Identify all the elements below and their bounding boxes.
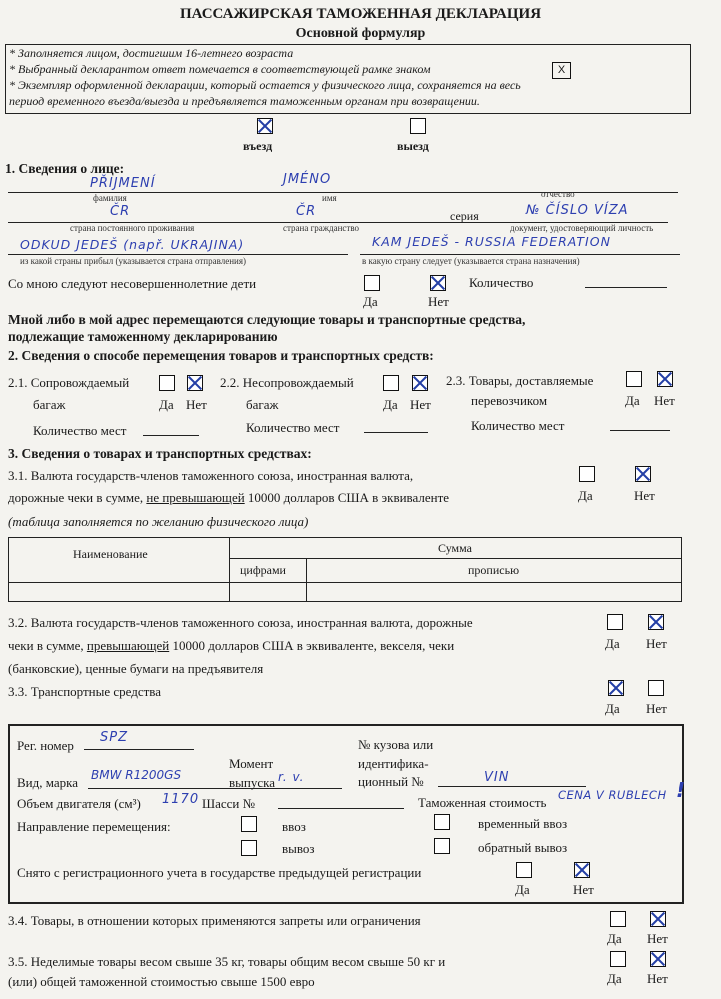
moment-label-1: Момент [229, 756, 274, 771]
q35-no-checkbox[interactable] [650, 951, 666, 967]
origin-value[interactable]: ODKUD JEDEŠ (např. UKRAJINA) [20, 237, 245, 252]
origin-line [8, 254, 348, 255]
residence-value[interactable]: ČR [110, 204, 131, 219]
moment-value[interactable]: r. v. [278, 770, 305, 784]
q32-line2 [8, 638, 454, 654]
name-value[interactable]: JMÉNO [283, 172, 332, 187]
deregistration-yes-label: Да [515, 882, 530, 897]
customs-value[interactable]: CENA V RUBLECH [558, 788, 667, 802]
q32-line2-post: 10000 долларов США в эквиваленте, векселя, чеки [172, 638, 455, 653]
q35-yes-checkbox[interactable] [610, 951, 626, 967]
children-quantity-label: Количество [469, 275, 534, 290]
chassis-line[interactable] [278, 808, 404, 809]
customs-value-label: Таможенная стоимость [418, 795, 547, 810]
moment-label-2: выпуска [229, 775, 275, 790]
q31-line2 [8, 490, 449, 506]
q32-line3: (банковские), ценные бумаги на предъявителя [8, 661, 264, 676]
q33-yes-label: Да [605, 701, 620, 716]
places-2-1-line[interactable] [143, 435, 199, 436]
q31-line2-post: 10000 долларов США в эквиваленте [247, 490, 450, 505]
carrier-yes-checkbox[interactable] [626, 371, 642, 387]
accompanied-no-label: Нет [186, 397, 207, 412]
deregistration-label: Снято с регистрационного учета в государстве предыдущей регистрации [17, 865, 422, 880]
q32-line1: 3.2. Валюта государств-членов таможенного союза, иностранная валюта, дорожные [8, 615, 473, 630]
destination-value[interactable]: KAM JEDEŠ - RUSSIA FEDERATION [372, 234, 611, 249]
unaccompanied-no-label: Нет [410, 397, 431, 412]
deregistration-yes-checkbox[interactable] [516, 862, 532, 878]
section2-heading: 2. Сведения о способе перемещения товаров и транспортных средств: [8, 348, 434, 363]
accompanied-no-checkbox[interactable] [187, 375, 203, 391]
reverse-export-checkbox[interactable] [434, 838, 450, 854]
accompanied-yes-label: Да [159, 397, 174, 412]
item-2-3-line2: перевозчиком [471, 393, 548, 408]
note-3a: * Экземпляр оформленной декларации, который остается у физического лица, сохраняется на весь [9, 78, 521, 92]
item-2-1-line1: 2.1. Сопровождаемый [8, 375, 130, 390]
q31-line2-underlined: не превышающей [146, 490, 245, 505]
citizenship-value[interactable]: ČR [296, 204, 317, 219]
q32-no-label: Нет [646, 636, 667, 651]
places-2-3-line[interactable] [610, 430, 670, 431]
carrier-yes-label: Да [625, 393, 640, 408]
note-3b: период временного въезда/выезда и предъявляется таможенным органам при возвращении. [9, 94, 480, 108]
person-heading: 1. Сведения о лице: [5, 161, 125, 176]
q32-line2-underlined: превышающей [86, 638, 170, 653]
places-2-2-label: Количество мест [246, 420, 340, 435]
q32-no-checkbox[interactable] [648, 614, 664, 630]
q31-no-checkbox[interactable] [635, 466, 651, 482]
q34-no-label: Нет [647, 931, 668, 946]
places-2-2-line[interactable] [364, 432, 428, 433]
make-line [88, 788, 342, 789]
temp-import-checkbox[interactable] [434, 814, 450, 830]
table-col-sum: Сумма [438, 541, 472, 555]
q31-no-label: Нет [634, 488, 655, 503]
note-2: * Выбранный декларантом ответ помечается в соответствующей рамке знаком [9, 62, 431, 76]
body-number-value[interactable]: VIN [484, 770, 510, 785]
reg-number-label: Рег. номер [17, 738, 74, 753]
destination-line [360, 254, 680, 255]
carrier-no-checkbox[interactable] [657, 371, 673, 387]
q33-yes-checkbox[interactable] [608, 680, 624, 696]
q31-yes-checkbox[interactable] [579, 466, 595, 482]
q34-label: 3.4. Товары, в отношении которых применяются запреты или ограничения [8, 913, 421, 928]
residence-label: страна постоянного проживания [70, 223, 195, 233]
q34-no-checkbox[interactable] [650, 911, 666, 927]
children-yes-label: Да [363, 294, 378, 309]
table-sub-words: прописью [468, 563, 520, 577]
q33-no-label: Нет [646, 701, 667, 716]
chassis-label: Шасси № [202, 796, 256, 811]
import-label: ввоз [282, 819, 306, 834]
export-checkbox[interactable] [241, 840, 257, 856]
q32-yes-label: Да [605, 636, 620, 651]
goods-intro-1: Мной либо в мой адрес перемещаются следующие товары и транспортные средства, [8, 312, 526, 327]
direction-label: Направление перемещения: [17, 819, 171, 834]
make-label: Вид, марка [17, 775, 79, 790]
q35-yes-label: Да [607, 971, 622, 986]
q32-yes-checkbox[interactable] [607, 614, 623, 630]
item-2-3-line1: 2.3. Товары, доставляемые [446, 373, 594, 388]
deregistration-no-label: Нет [573, 882, 594, 897]
body-number-line [438, 786, 586, 787]
places-2-3-label: Количество мест [471, 418, 565, 433]
table-sub-digits: цифрами [240, 563, 286, 577]
form-subtitle: Основной формуляр [295, 26, 426, 41]
customs-value-mark: ! [676, 778, 687, 802]
children-quantity-line[interactable] [585, 287, 667, 288]
item-2-1-line2: багаж [33, 397, 66, 412]
reg-number-value[interactable]: SPZ [100, 730, 128, 745]
reg-number-line [84, 749, 194, 750]
body-label-3: ционный № [358, 774, 424, 789]
note-1: * Заполняется лицом, достигшим 16-летнего возраста [9, 46, 294, 60]
children-question: Со мною следуют несовершеннолетние дети [8, 276, 257, 291]
carrier-no-label: Нет [654, 393, 675, 408]
entry-label: въезд [243, 139, 273, 153]
children-no-checkbox[interactable] [430, 275, 446, 291]
q32-line2-pre: чеки в сумме, [8, 638, 84, 653]
surname-value[interactable]: PŘIJMENÍ [90, 176, 156, 191]
engine-value[interactable]: 1170 [162, 792, 200, 807]
deregistration-no-checkbox[interactable] [574, 862, 590, 878]
import-checkbox[interactable] [241, 816, 257, 832]
q33-label: 3.3. Транспортные средства [8, 684, 162, 699]
q35-line1: 3.5. Неделимые товары весом свыше 35 кг, товары общим весом свыше 50 кг и [8, 954, 446, 969]
q31-line1: 3.1. Валюта государств-членов таможенного союза, иностранная валюта, [8, 468, 414, 483]
body-label-1: № кузова или [358, 737, 434, 752]
q31-line2-pre: дорожные чеки в сумме, [8, 490, 144, 505]
name-label: имя [322, 193, 337, 203]
reverse-export-label: обратный вывоз [478, 840, 568, 855]
export-label: вывоз [282, 841, 315, 856]
patronymic-label: отчество [541, 189, 575, 199]
q35-no-label: Нет [647, 971, 668, 986]
citizenship-label: страна гражданство [283, 223, 360, 233]
q34-yes-label: Да [607, 931, 622, 946]
section3-heading: 3. Сведения о товарах и транспортных средствах: [8, 446, 312, 461]
q31-yes-label: Да [578, 488, 593, 503]
origin-label: из какой страны прибыл (указывается страна отправления) [20, 256, 246, 266]
item-2-2-line2: багаж [246, 397, 279, 412]
note-mark-box: X [552, 62, 571, 79]
exit-checkbox[interactable] [410, 118, 426, 134]
entry-checkbox[interactable] [257, 118, 273, 134]
item-2-2-line1: 2.2. Несопровождаемый [220, 375, 354, 390]
q35-line2: (или) общей таможенной стоимостью свыше 1500 евро [8, 974, 315, 989]
make-value[interactable]: BMW R1200GS [91, 768, 182, 782]
document-label: документ, удостоверяющий личность [510, 223, 654, 233]
unaccompanied-no-checkbox[interactable] [412, 375, 428, 391]
engine-label: Объем двигателя (см³) [17, 796, 141, 811]
goods-intro-2: подлежащие таможенному декларированию [8, 329, 278, 344]
form-title: ПАССАЖИРСКАЯ ТАМОЖЕННАЯ ДЕКЛАРАЦИЯ [179, 6, 542, 22]
table-note: (таблица заполняется по желанию физического лица) [8, 514, 309, 529]
q34-yes-checkbox[interactable] [610, 911, 626, 927]
children-yes-checkbox[interactable] [364, 275, 380, 291]
exit-label: выезд [397, 139, 429, 153]
temp-import-label: временный ввоз [478, 816, 568, 831]
series-label: серия [450, 209, 479, 223]
surname-label: фамилия [93, 193, 127, 203]
accompanied-yes-checkbox[interactable] [159, 375, 175, 391]
unaccompanied-yes-checkbox[interactable] [383, 375, 399, 391]
q33-no-checkbox[interactable] [648, 680, 664, 696]
children-no-label: Нет [428, 294, 449, 309]
unaccompanied-yes-label: Да [383, 397, 398, 412]
table-col-name: Наименование [73, 547, 148, 561]
document-value[interactable]: № ČÍSLO VÍZA [526, 203, 629, 218]
body-label-2: идентифика- [358, 756, 429, 771]
destination-label: в какую страну следует (указывается страна назначения) [362, 256, 580, 266]
places-2-1-label: Количество мест [33, 423, 127, 438]
